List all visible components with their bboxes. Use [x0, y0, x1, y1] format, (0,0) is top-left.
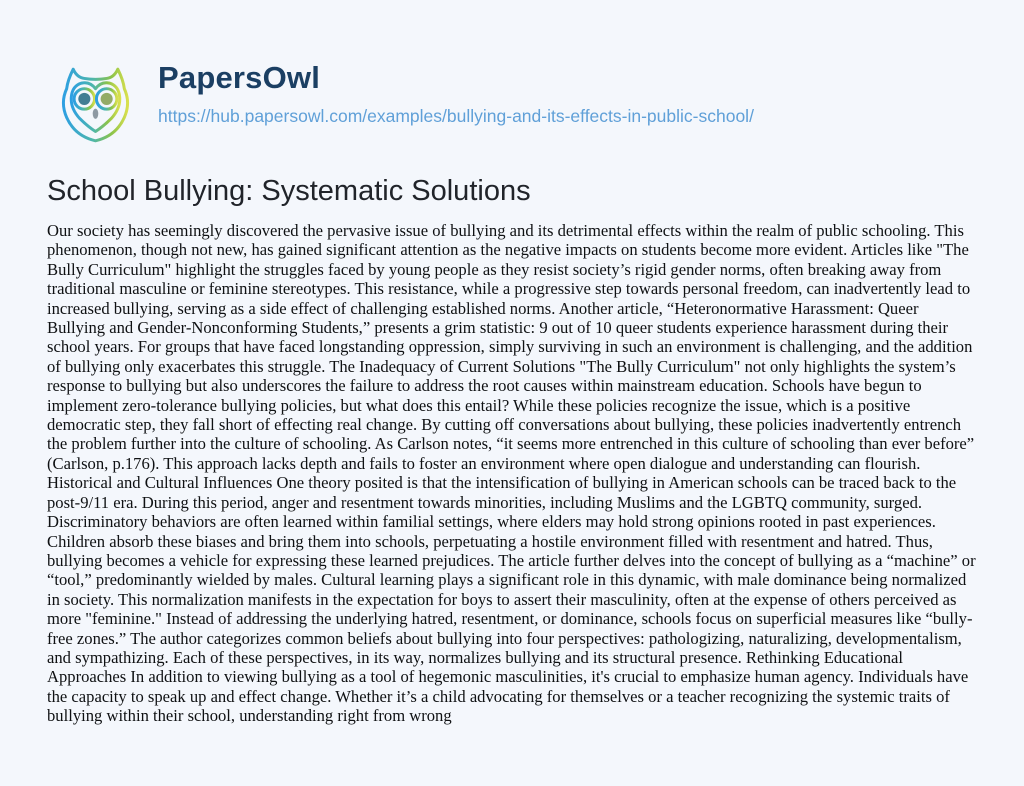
article-body: Our society has seemingly discovered the pervasive issue of bullying and its detrimental effects within the realm of public schooling. This phenomenon, though not new, has gained significant attention as the negative impacts on students become more evident. Articles like "The Bully Curriculum" highlight the struggles faced by young people as they resist society’s rigid gender norms, often breaking away from traditional masculine or feminine stereotypes. This resistance, while a progressive step towards personal freedom, can inadvertently lead to increased bullying, serving as a side effect of challenging established norms. Another article, “Heteronormative Harassment: Queer Bullying and Gender-Nonconforming Students,” presents a grim statistic: 9 out of 10 queer students experience harassment during their school years. For groups that have faced longstanding oppression, simply surviving in such an environment is challenging, and the addition of bullying only exacerbates this struggle. The Inadequacy of Current Solutions "The Bully Curriculum" not only highlights the system’s response to bullying but also underscores the failure to address the root causes within mainstream education. Schools have begun to implement zero-tolerance bullying policies, but what does this entail? While these policies recognize the issue, which is a positive democratic step, they fall short of effecting real change. By cutting off conversations about bullying, these policies inadvertently entrench the problem further into the culture of schooling. As Carlson notes, “it seems more entrenched in this culture of schooling than ever before” (Carlson, p.176). This approach lacks depth and fails to foster an environment where open dialogue and understanding can flourish. Historical and Cultural Influences One theory posited is that the intensification of bullying in American schools can be traced back to the post-9/11 era. During this period, anger and resentment towards minorities, including Muslims and the LGBTQ community, surged. Discriminatory behaviors are often learned within familial settings, where elders may hold strong opinions rooted in past experiences. Children absorb these biases and bring them into schools, perpetuating a hostile environment filled with resentment and hatred. Thus, bullying becomes a vehicle for expressing these learned prejudices. The article further delves into the concept of bullying as a “machine” or “tool,” predominantly wielded by males. Cultural learning plays a significant role in this dynamic, with male dominance being normalized in society. This normalization manifests in the expectation for boys to assert their masculinity, often at the expense of others perceived as more "feminine." Instead of addressing the underlying hatred, resentment, or dominance, schools focus on superficial measures like “bully-free zones.” The author categorizes common beliefs about bullying into four perspectives: pathologizing, naturalizing, developmentalism, and sympathizing. Each of these perspectives, in its way, normalizes bullying and its structural presence. Rethinking Educational Approaches In addition to viewing bullying as a tool of hegemonic masculinities, it's crucial to emphasize human agency. Individuals have the capacity to speak up and effect change. Whether it’s a child advocating for themselves or a teacher recognizing the systemic traits of bullying within their school, understanding right from wrong — [47, 221, 976, 726]
brand-name: PapersOwl — [158, 60, 321, 95]
source-url-link[interactable]: https://hub.papersowl.com/examples/bullying-and-its-effects-in-public-school/ — [158, 106, 754, 126]
owl-logo-icon — [47, 58, 144, 151]
page-title: School Bullying: Systematic Solutions — [47, 175, 531, 207]
brand-block — [158, 58, 754, 127]
header — [47, 58, 977, 151]
